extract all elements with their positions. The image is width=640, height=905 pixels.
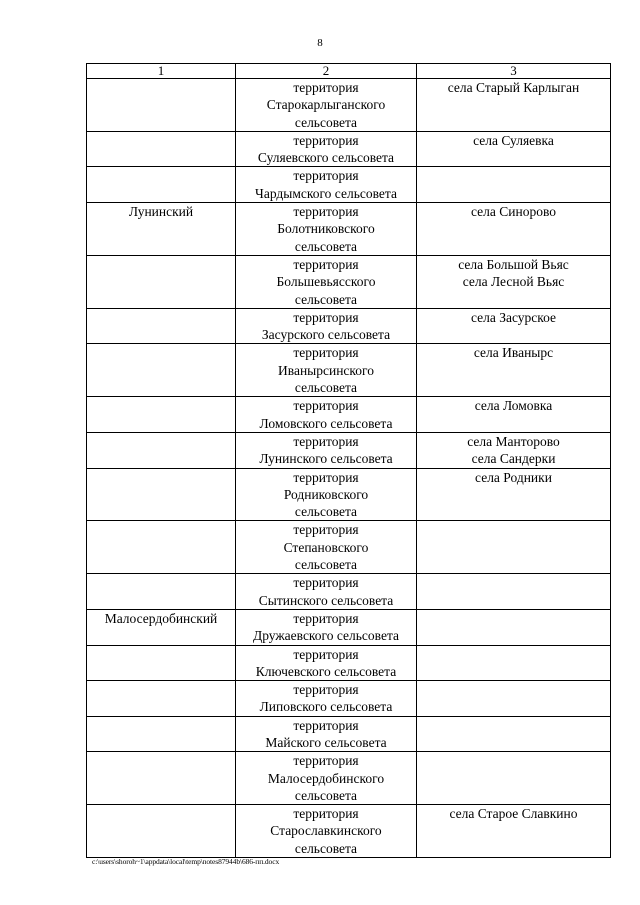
villages-cell <box>417 432 611 468</box>
table-row <box>87 609 611 645</box>
table-row <box>87 805 611 858</box>
villages-cell <box>417 344 611 397</box>
district-cell <box>87 521 236 574</box>
page-number: 8 <box>317 37 323 49</box>
column-header-2: 2 <box>236 64 417 79</box>
table-row <box>87 79 611 132</box>
territory-line: Чардымского сельсовета <box>255 185 397 201</box>
table-row <box>87 397 611 433</box>
territory-cell <box>236 203 417 256</box>
villages-cell <box>417 716 611 752</box>
territory-cell <box>236 752 417 805</box>
district-cell <box>87 645 236 681</box>
territory-line: сельсовета <box>294 114 358 130</box>
territory-cell <box>236 645 417 681</box>
territory-line: территория <box>293 168 359 184</box>
table-body <box>87 79 611 858</box>
territory-cell <box>236 167 417 203</box>
district-cell: Малосердобинский <box>87 609 236 645</box>
territory-cell <box>236 609 417 645</box>
territory-line: территория <box>293 753 359 769</box>
table-row <box>87 432 611 468</box>
village-line: села Манторово <box>467 433 560 449</box>
villages-cell <box>417 521 611 574</box>
territory-line: сельсовета <box>294 787 358 803</box>
villages-cell <box>417 397 611 433</box>
territory-line: Липовского сельсовета <box>259 699 393 715</box>
table-row <box>87 131 611 167</box>
district-cell <box>87 805 236 858</box>
column-header-1: 1 <box>87 64 236 79</box>
district-cell <box>87 468 236 521</box>
territory-line: Майского сельсовета <box>265 734 387 750</box>
district-cell <box>87 308 236 344</box>
village-line: села Засурское <box>470 309 557 325</box>
territory-line: территория <box>293 806 359 822</box>
territory-cell <box>236 716 417 752</box>
table-row <box>87 521 611 574</box>
settlement-table <box>86 63 611 858</box>
village-line: села Сандерки <box>471 451 556 467</box>
villages-cell <box>417 805 611 858</box>
territory-cell <box>236 432 417 468</box>
territory-line: Дружаевского сельсовета <box>252 628 400 644</box>
territory-line: Родниковского <box>283 486 369 502</box>
territory-line: территория <box>293 132 359 148</box>
villages-cell <box>417 645 611 681</box>
district-cell <box>87 255 236 308</box>
territory-line: Суляевского сельсовета <box>257 150 395 166</box>
territory-cell <box>236 397 417 433</box>
table-row <box>87 255 611 308</box>
village-line: села Старое Славкино <box>449 806 578 822</box>
territory-line: территория <box>293 682 359 698</box>
table-row <box>87 645 611 681</box>
table-row <box>87 681 611 717</box>
villages-cell <box>417 308 611 344</box>
table-row <box>87 574 611 610</box>
villages-cell <box>417 131 611 167</box>
district-cell <box>87 344 236 397</box>
district-cell <box>87 716 236 752</box>
district-cell <box>87 432 236 468</box>
territory-line: сельсовета <box>294 291 358 307</box>
villages-cell <box>417 255 611 308</box>
villages-cell <box>417 752 611 805</box>
territory-line: территория <box>293 522 359 538</box>
village-line: села Ломовка <box>474 398 553 414</box>
village-line: села Суляевка <box>473 132 554 148</box>
territory-line: сельсовета <box>294 557 358 573</box>
territory-cell <box>236 574 417 610</box>
territory-line: Засурского сельсовета <box>261 327 391 343</box>
territory-line: территория <box>293 433 359 449</box>
villages-cell <box>417 79 611 132</box>
villages-cell <box>417 203 611 256</box>
territory-line: Сытинского сельсовета <box>258 592 394 608</box>
villages-cell <box>417 609 611 645</box>
territory-line: Большевьясского <box>276 274 376 290</box>
district-cell <box>87 681 236 717</box>
territory-line: территория <box>293 256 359 272</box>
table-row <box>87 203 611 256</box>
territory-line: территория <box>293 717 359 733</box>
territory-line: территория <box>293 309 359 325</box>
territory-cell <box>236 255 417 308</box>
territory-line: территория <box>293 646 359 662</box>
territory-cell <box>236 805 417 858</box>
footer-file-path: c:\users\shoroh~1\appdata\local\temp\notes87944b\686-пп.docx <box>92 857 280 866</box>
table-row <box>87 716 611 752</box>
district-cell <box>87 397 236 433</box>
territory-line: территория <box>293 345 359 361</box>
territory-line: Малосердобинского <box>267 770 385 786</box>
table-row <box>87 344 611 397</box>
village-line: села Синорово <box>471 204 556 220</box>
district-cell: Лунинский <box>87 203 236 256</box>
territory-line: Ключевского сельсовета <box>255 663 397 679</box>
territory-line: территория <box>293 610 359 626</box>
territory-line: Болотниковского <box>277 221 375 237</box>
territory-cell <box>236 79 417 132</box>
territory-cell <box>236 468 417 521</box>
territory-line: Иванырсинского <box>278 362 374 378</box>
district-cell <box>87 574 236 610</box>
territory-line: Степановского <box>283 539 369 555</box>
territory-cell <box>236 681 417 717</box>
territory-line: сельсовета <box>294 238 358 254</box>
territory-line: Старославкинского <box>270 823 382 839</box>
district-cell <box>87 131 236 167</box>
territory-line: Ломовского сельсовета <box>259 415 393 431</box>
territory-line: территория <box>293 575 359 591</box>
district-cell <box>87 79 236 132</box>
table-row <box>87 752 611 805</box>
territory-cell <box>236 131 417 167</box>
territory-cell <box>236 308 417 344</box>
territory-cell <box>236 521 417 574</box>
table-row <box>87 308 611 344</box>
villages-cell <box>417 468 611 521</box>
table-row <box>87 468 611 521</box>
table-row <box>87 167 611 203</box>
territory-line: Лунинского сельсовета <box>259 451 393 467</box>
village-line: села Лесной Вьяс <box>462 274 565 290</box>
territory-line: Старокарлыганского <box>266 97 386 113</box>
district-cell <box>87 752 236 805</box>
district-cell <box>87 167 236 203</box>
territory-line: сельсовета <box>294 840 358 856</box>
villages-cell <box>417 167 611 203</box>
table-header-row <box>87 64 611 79</box>
territory-cell <box>236 344 417 397</box>
village-line: села Родники <box>475 469 552 485</box>
territory-line: сельсовета <box>294 504 358 520</box>
village-line: села Старый Карлыган <box>447 80 580 95</box>
territory-line: территория <box>293 80 359 95</box>
territory-line: сельсовета <box>294 380 358 396</box>
territory-line: территория <box>293 204 359 220</box>
villages-cell <box>417 574 611 610</box>
territory-line: территория <box>293 398 359 414</box>
villages-cell <box>417 681 611 717</box>
village-line: села Большой Вьяс <box>458 256 569 272</box>
village-line: села Иванырс <box>473 345 554 361</box>
territory-line: территория <box>293 469 359 485</box>
column-header-3: 3 <box>417 64 611 79</box>
